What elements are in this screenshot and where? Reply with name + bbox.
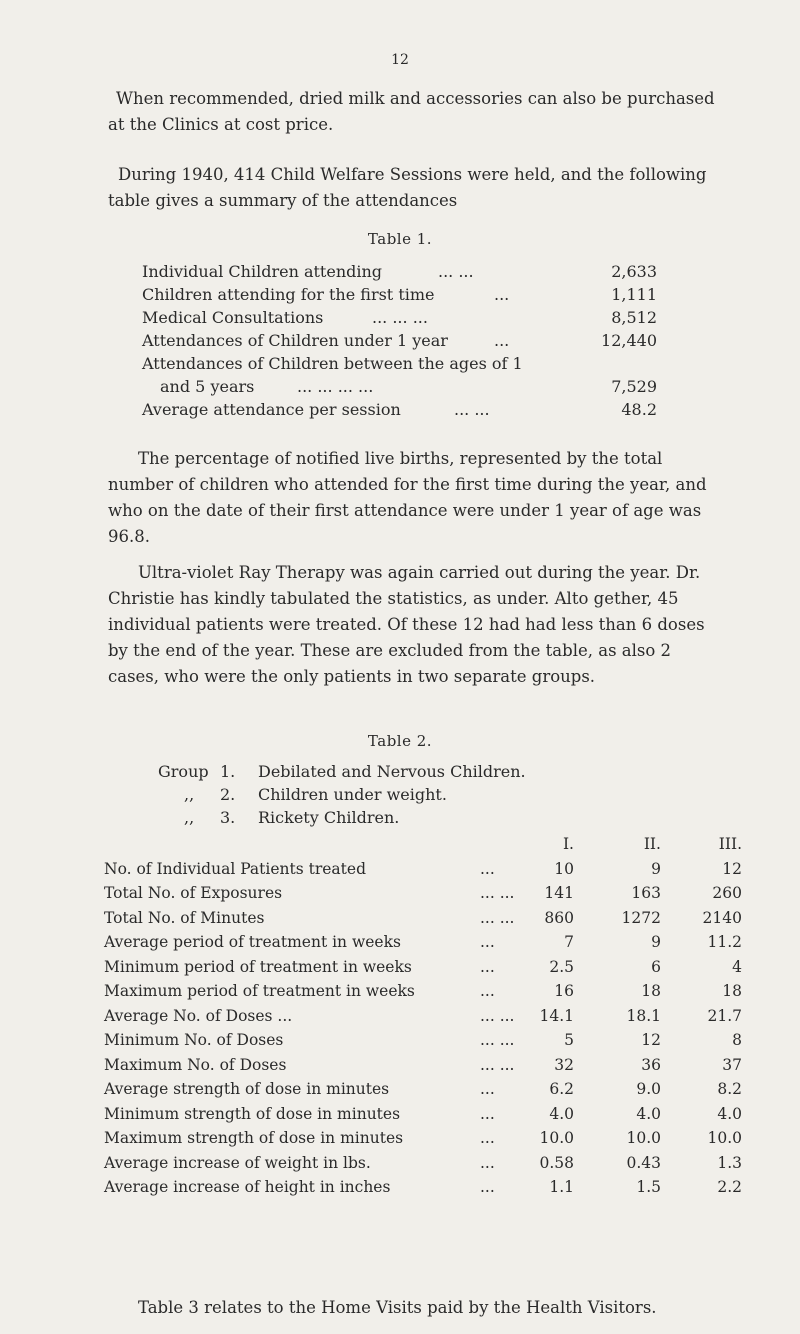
cell-group-3: 18	[722, 982, 742, 1000]
cell-group-2: 9.0	[636, 1080, 661, 1098]
table-row	[104, 930, 744, 955]
row-value: 12,440	[601, 331, 657, 350]
row-value: 7,529	[611, 377, 657, 396]
leader-dots: ... ...	[480, 908, 515, 927]
table2-body	[104, 857, 744, 1200]
cell-group-3: 8.2	[717, 1080, 742, 1098]
row-value: 48.2	[621, 400, 657, 419]
column-header: II.	[643, 835, 661, 853]
leader-dots: ... ...	[480, 1006, 515, 1025]
row-value: 2,633	[611, 262, 657, 281]
cell-group-2: 9	[651, 859, 661, 878]
row-label: Individual Children attending	[142, 262, 383, 281]
cell-group-1: 16	[554, 982, 574, 1000]
cell-group-2: 0.43	[626, 1153, 661, 1172]
row-label: Average increase of weight in lbs.	[104, 1153, 371, 1172]
row-value: 8,512	[611, 308, 657, 327]
row-label: Children attending for the first time	[142, 285, 435, 304]
paragraph-sessions: During 1940, 414 Child Welfare Sessions were held, and the following table gives a summary of the attendances	[108, 165, 707, 210]
paragraph-percentage: The percentage of notified live births, represented by the total number of children who attended for the first time during the year, and who on the date of their first attendance were under 1 year of age was 96.8.	[108, 449, 707, 546]
leader-dots: ... ...	[480, 1055, 515, 1074]
cell-group-1: 2.5	[549, 957, 574, 976]
leader-dots: ...	[480, 1178, 495, 1196]
cell-group-3: 2140	[702, 908, 742, 927]
leader-dots: ...	[480, 1153, 495, 1172]
table2	[104, 832, 744, 1200]
cell-group-3: 4.0	[717, 1104, 742, 1123]
row-label: and 5 years	[160, 377, 255, 396]
cell-group-2: 36	[641, 1055, 661, 1074]
row-label: No. of Individual Patients treated	[104, 859, 367, 878]
group-number: 1.	[220, 762, 236, 781]
paragraph-ultra-violet: Ultra-violet Ray Therapy was again carried out during the year. Dr. Christie has kindly tabulated the statistics, as under. Alto gether, 45 individual patients were treated. Of these 12 had had less than 6 doses by the end of the year. These are excluded from the table, as also 2 cases, who were the only patients in two separate groups.	[108, 563, 705, 686]
row-label: Maximum period of treatment in weeks	[104, 982, 415, 1000]
cell-group-2: 163	[631, 884, 661, 902]
row-label: Medical Consultations	[142, 308, 324, 327]
cell-group-3: 8	[732, 1031, 742, 1049]
cell-group-3: 2.2	[717, 1178, 742, 1196]
table-row	[104, 1053, 744, 1078]
leader-dots: ...	[480, 982, 495, 1000]
cell-group-1: 10	[554, 859, 574, 878]
leader-dots: ...	[480, 957, 495, 976]
table-row	[142, 398, 682, 421]
table-row	[142, 306, 682, 329]
group-legend	[158, 760, 558, 829]
cell-group-3: 11.2	[707, 933, 742, 951]
table-row	[104, 881, 744, 906]
paragraph-table3: Table 3 relates to the Home Visits paid by the Health Visitors.	[138, 1298, 657, 1317]
table-row	[142, 352, 682, 375]
cell-group-3: 12	[722, 859, 742, 878]
row-label: Attendances of Children between the ages of 1	[142, 354, 523, 373]
table2-caption: Table 2.	[367, 732, 433, 750]
row-label: Minimum No. of Doses	[104, 1031, 284, 1049]
column-header: III.	[718, 835, 742, 853]
list-item	[158, 783, 558, 806]
cell-group-3: 1.3	[717, 1153, 742, 1172]
list-item	[158, 760, 558, 783]
cell-group-2: 18	[641, 982, 661, 1000]
leader-dots: ... ...	[480, 1031, 515, 1049]
table-row	[142, 283, 682, 306]
row-value: 1,111	[611, 285, 657, 304]
row-label: Average strength of dose in minutes	[104, 1080, 390, 1098]
leader-dots: ...	[494, 285, 510, 304]
cell-group-1: 7	[564, 933, 574, 951]
table-row	[104, 1175, 744, 1200]
table-row	[142, 329, 682, 352]
table1-caption: Table 1.	[367, 230, 433, 248]
group-key: Group	[158, 762, 209, 781]
column-header: I.	[562, 835, 574, 853]
row-label: Attendances of Children under 1 year	[142, 331, 448, 350]
cell-group-2: 1272	[621, 908, 661, 927]
leader-dots: ...	[480, 1104, 495, 1123]
cell-group-1: 0.58	[539, 1153, 574, 1172]
cell-group-2: 6	[651, 957, 661, 976]
table-row	[104, 1102, 744, 1127]
cell-group-1: 14.1	[539, 1006, 574, 1025]
cell-group-2: 9	[651, 933, 661, 951]
cell-group-1: 6.2	[549, 1080, 574, 1098]
leader-dots: ... ...	[438, 262, 474, 281]
group-text: Debilated and Nervous Children.	[258, 762, 526, 781]
table-row	[104, 857, 744, 882]
cell-group-3: 10.0	[707, 1129, 742, 1147]
table-row	[104, 906, 744, 931]
cell-group-2: 18.1	[626, 1006, 661, 1025]
cell-group-2: 12	[641, 1031, 661, 1049]
group-text: Rickety Children.	[258, 808, 400, 827]
leader-dots: ... ...	[480, 884, 515, 902]
row-label: Minimum period of treatment in weeks	[104, 957, 412, 976]
leader-dots: ...	[480, 1080, 495, 1098]
leader-dots: ... ... ...	[372, 308, 428, 327]
row-label: Maximum strength of dose in minutes	[104, 1129, 404, 1147]
table-row	[104, 1028, 744, 1053]
leader-dots: ... ... ... ...	[297, 377, 374, 396]
cell-group-3: 37	[722, 1055, 742, 1074]
cell-group-1: 32	[554, 1055, 574, 1074]
row-label: Average period of treatment in weeks	[104, 933, 401, 951]
table1	[142, 260, 682, 421]
cell-group-2: 10.0	[626, 1129, 661, 1147]
group-number: 2.	[220, 785, 236, 804]
cell-group-3: 4	[732, 957, 742, 976]
table-row	[104, 955, 744, 980]
leader-dots: ...	[480, 933, 495, 951]
group-key: ,,	[184, 808, 195, 827]
cell-group-2: 1.5	[636, 1178, 661, 1196]
cell-group-3: 21.7	[707, 1006, 742, 1025]
table-row	[142, 260, 682, 283]
page-number: 12	[391, 52, 409, 68]
row-label: Average No. of Doses ...	[104, 1006, 293, 1025]
leader-dots: ...	[480, 1129, 495, 1147]
cell-group-1: 10.0	[539, 1129, 574, 1147]
table-row	[104, 1151, 744, 1176]
cell-group-2: 4.0	[636, 1104, 661, 1123]
leader-dots: ...	[480, 859, 495, 878]
list-item	[158, 806, 558, 829]
leader-dots: ... ...	[454, 400, 490, 419]
cell-group-1: 4.0	[549, 1104, 574, 1123]
group-key: ,,	[184, 785, 195, 804]
row-label: Maximum No. of Doses	[104, 1055, 287, 1074]
cell-group-1: 141	[544, 884, 574, 902]
cell-group-1: 860	[544, 908, 574, 927]
table-row	[104, 1004, 744, 1029]
row-label: Total No. of Exposures	[104, 884, 283, 902]
table-row	[142, 375, 682, 398]
group-text: Children under weight.	[258, 785, 447, 804]
row-label: Total No. of Minutes	[104, 908, 265, 927]
cell-group-1: 5	[564, 1031, 574, 1049]
row-label: Average increase of height in inches	[104, 1178, 391, 1196]
row-label: Average attendance per session	[142, 400, 401, 419]
table-header	[104, 832, 744, 857]
table-row	[104, 1077, 744, 1102]
cell-group-3: 260	[712, 884, 742, 902]
paragraph-dried-milk: When recommended, dried milk and accessories can also be purchased at the Clinics at cost price.	[108, 89, 715, 134]
leader-dots: ...	[494, 331, 510, 350]
table-row	[104, 979, 744, 1004]
table-row	[104, 1126, 744, 1151]
group-number: 3.	[220, 808, 236, 827]
cell-group-1: 1.1	[549, 1178, 574, 1196]
row-label: Minimum strength of dose in minutes	[104, 1104, 401, 1123]
